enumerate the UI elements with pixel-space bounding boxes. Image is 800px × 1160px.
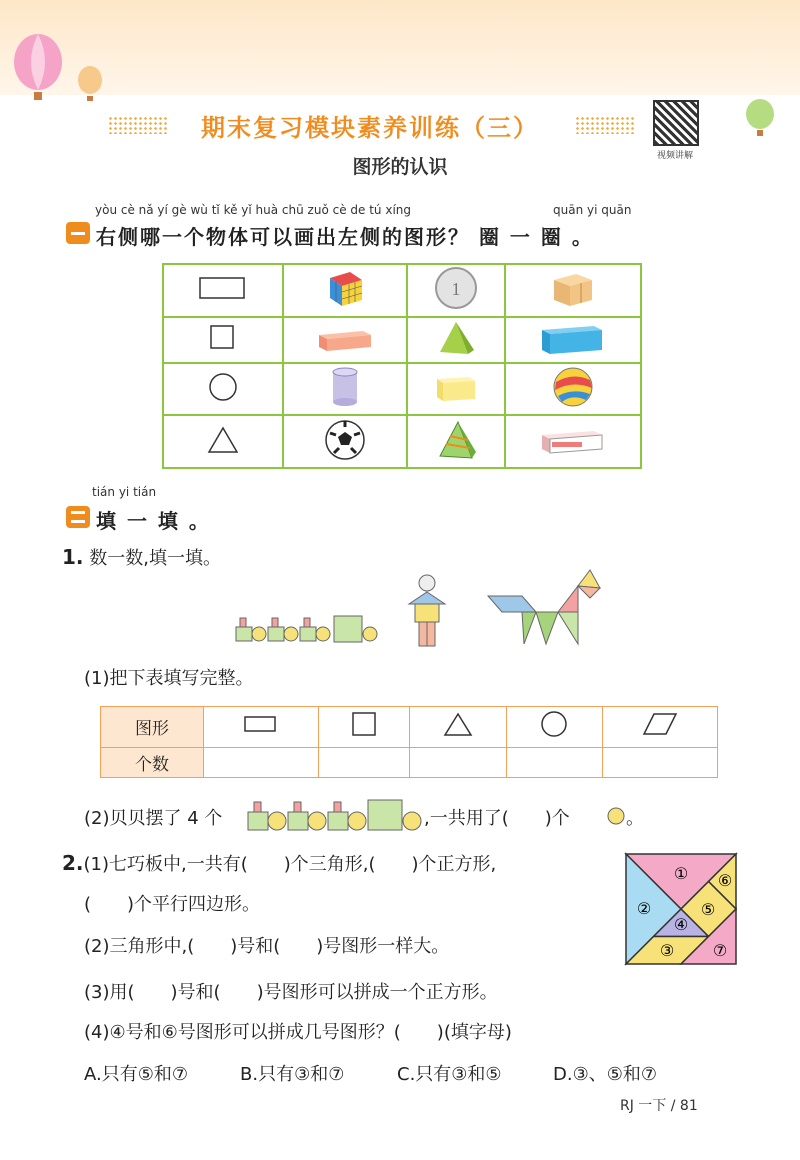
tangram-label-5: ⑤ (700, 900, 716, 919)
count-input[interactable] (318, 747, 409, 777)
option-a[interactable]: A.只有⑤和⑦ (84, 1064, 188, 1085)
count-input[interactable] (506, 747, 603, 777)
ball-icon[interactable] (505, 363, 641, 416)
tangram-label-1: ① (673, 864, 689, 883)
section2-pinyin: tián yi tián (92, 485, 157, 499)
q1-number: 1. (62, 545, 84, 569)
robot-figure (405, 574, 449, 650)
qr-code[interactable] (653, 100, 699, 146)
page-subtitle: 图形的认识 (352, 156, 448, 178)
q2-line1-text: (1)七巧板中,一共有( )个三角形,( )个正方形, (83, 854, 497, 875)
yellow-cuboid-icon[interactable] (407, 363, 505, 416)
tangram-square (624, 852, 738, 966)
hot-air-balloon-icon (10, 30, 110, 105)
shape-triangle (163, 415, 283, 468)
title-dots-left (108, 116, 168, 134)
q1-text: 数一数,填一填。 (89, 548, 221, 569)
section1-pinyin-2: quān yi quān (553, 203, 632, 217)
q1-sub2-c: 。 (626, 808, 644, 829)
q1-sub1: (1)把下表填写完整。 (84, 668, 254, 689)
shape-object-table (162, 263, 642, 469)
tangram-horse-figure (486, 566, 606, 650)
qr-label: 视频讲解 (656, 151, 693, 161)
section1-badge (66, 222, 90, 244)
coin-icon[interactable] (407, 264, 505, 317)
shape-count-table (100, 706, 718, 778)
table-shape-triangle (409, 707, 506, 748)
option-b[interactable]: B.只有③和⑦ (240, 1064, 345, 1085)
toothpaste-box-icon[interactable] (505, 415, 641, 468)
table-shape-square (318, 707, 409, 748)
section2-title: 填 一 填 。 (96, 509, 211, 533)
title-dots-right (575, 116, 635, 134)
table-header-shape: 图形 (101, 707, 204, 748)
q2-line5: (4)④号和⑥号图形可以拼成几号图形？( )(填字母) (84, 1022, 512, 1043)
small-balloon-icon (740, 98, 780, 138)
count-input[interactable] (603, 747, 718, 777)
q1-line (62, 544, 221, 570)
count-input[interactable] (409, 747, 506, 777)
q2-line2: ( )个平行四边形。 (84, 894, 261, 915)
shape-square (163, 317, 283, 363)
tangram-label-3: ③ (659, 941, 675, 960)
box-icon[interactable] (505, 264, 641, 317)
option-c[interactable]: C.只有③和⑤ (397, 1064, 502, 1085)
q1-sub2-a: (2)贝贝摆了 4 个 (84, 808, 223, 829)
page-title: 期末复习模块素养训练（三） (201, 114, 539, 142)
q1-sub2-b: ,一共用了( )个 (424, 808, 570, 829)
blue-cuboid-icon[interactable] (505, 317, 641, 363)
rubiks-cube-icon[interactable] (283, 264, 407, 317)
q2-line4: (3)用( )号和( )号图形可以拼成一个正方形。 (84, 982, 498, 1003)
tangram-label-7: ⑦ (712, 941, 728, 960)
q2-line3: (2)三角形中,( )号和( )号图形一样大。 (84, 936, 450, 957)
tangram-label-2: ② (636, 899, 652, 918)
shape-rectangle (163, 264, 283, 317)
table-shape-parallelogram (603, 707, 718, 748)
section2-badge (66, 506, 90, 528)
tangram-label-6: ⑥ (717, 871, 733, 890)
shape-circle (163, 363, 283, 416)
page-number: RJ 一下 / 81 (620, 1098, 698, 1114)
option-d[interactable]: D.③、⑤和⑦ (553, 1064, 657, 1085)
tangram-label-4: ④ (673, 915, 689, 934)
triangular-prism-icon[interactable] (407, 317, 505, 363)
section1-pinyin: yòu cè nǎ yí gè wù tǐ kě yǐ huà chū zuǒ cè de tú xíng (95, 203, 412, 217)
inline-train-figure (242, 798, 424, 836)
circle-icon (606, 806, 626, 826)
cylinder-icon[interactable] (283, 363, 407, 416)
train-figure (234, 612, 384, 648)
q2-line1 (62, 850, 496, 876)
rice-dumpling-icon[interactable] (407, 415, 505, 468)
header-banner (0, 0, 800, 95)
eraser-icon[interactable] (283, 317, 407, 363)
coin-text: 1 (451, 279, 461, 300)
table-header-count: 个数 (101, 747, 204, 777)
soccer-ball-icon[interactable] (283, 415, 407, 468)
table-shape-circle (506, 707, 603, 748)
section1-title: 右侧哪一个物体可以画出左侧的图形？ 圈 一 圈 。 (96, 225, 594, 249)
q2-number: 2. (62, 851, 84, 875)
count-input[interactable] (204, 747, 319, 777)
table-shape-rectangle (204, 707, 319, 748)
